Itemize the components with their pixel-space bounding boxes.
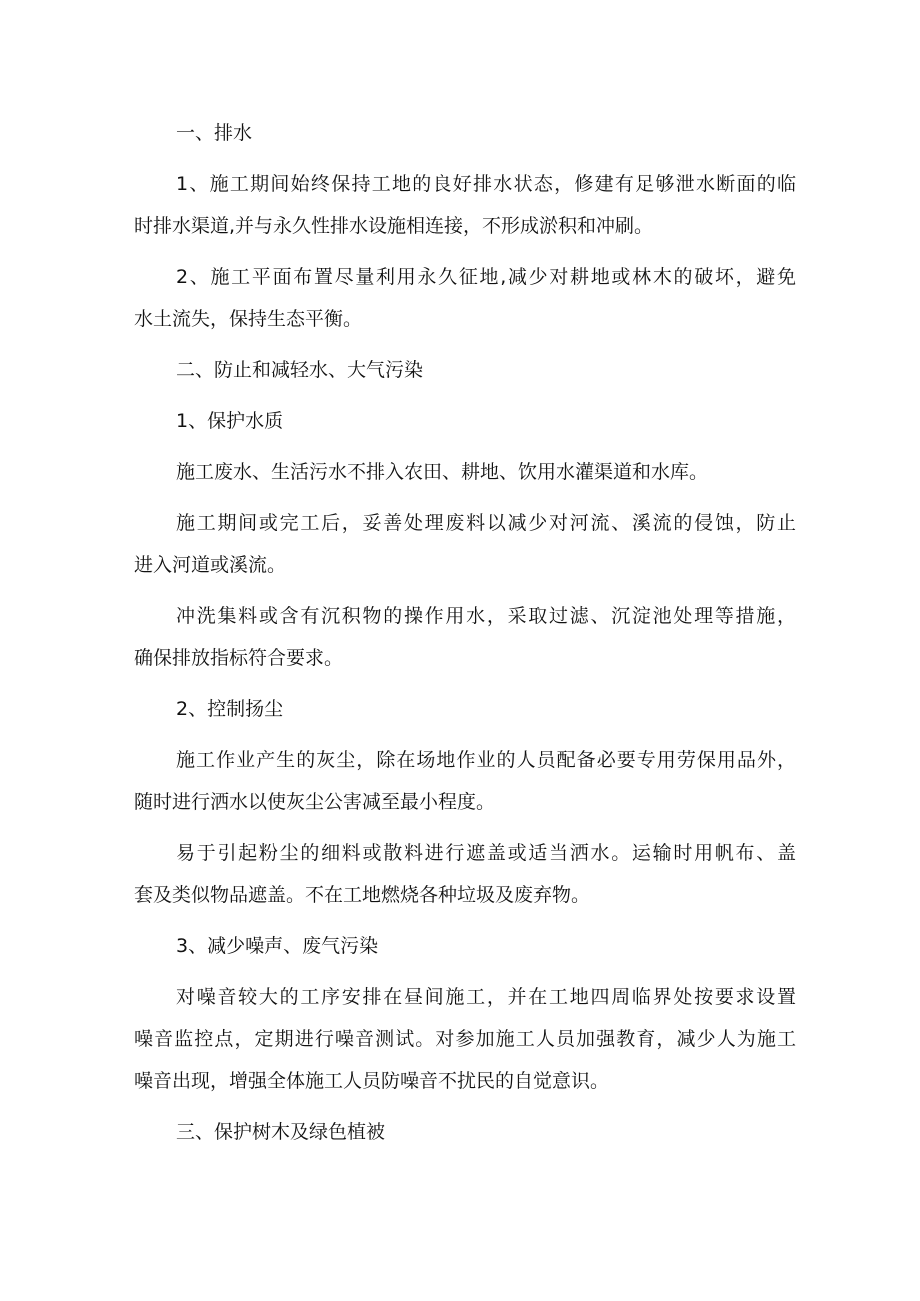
paragraph-line: 噪音出现，增强全体施工人员防噪音不扰民的自觉意识。: [134, 1070, 610, 1092]
paragraph-line: 随时进行洒水以使灰尘公害减至最小程度。: [134, 791, 496, 813]
subheading-dust-control: 2、控制扬尘: [176, 698, 284, 720]
paragraph-line: 2、施工平面布置尽量利用永久征地,减少对耕地或林木的破坏，避免: [176, 266, 796, 288]
heading-vegetation: 三、保护树木及绿色植被: [176, 1121, 386, 1143]
paragraph-line: 套及类似物品遮盖。不在工地燃烧各种垃圾及废弃物。: [134, 884, 591, 906]
paragraph-line: 进入河道或溪流。: [134, 554, 287, 576]
paragraph-line: 施工废水、生活污水不排入农田、耕地、饮用水灌渠道和水库。: [176, 461, 709, 483]
paragraph-line: 施工期间或完工后，妥善处理废料以减少对河流、溪流的侵蚀，防止: [176, 512, 796, 534]
paragraph-line: 噪音监控点，定期进行噪音测试。对参加施工人员加强教育，减少人为施工: [134, 1028, 796, 1050]
paragraph-line: 时排水渠道,并与永久性排水设施相连接，不形成淤积和冲刷。: [134, 215, 654, 237]
paragraph-line: 施工作业产生的灰尘，除在场地作业的人员配备必要专用劳保用品外，: [176, 749, 796, 771]
paragraph-line: 1、施工期间始终保持工地的良好排水状态，修建有足够泄水断面的临: [176, 173, 796, 195]
paragraph-line: 冲洗集料或含有沉积物的操作用水，采取过滤、沉淀池处理等措施，: [176, 605, 796, 627]
paragraph-line: 水土流失，保持生态平衡。: [134, 308, 363, 330]
paragraph-line: 易于引起粉尘的细料或散料进行遮盖或适当洒水。运输时用帆布、盖: [176, 842, 796, 864]
heading-drainage: 一、排水: [176, 122, 253, 144]
paragraph-line: 确保排放指标符合要求。: [134, 647, 344, 669]
subheading-water-quality: 1、保护水质: [176, 410, 284, 432]
heading-pollution: 二、防止和减轻水、大气污染: [176, 359, 424, 381]
document-body: [134, 112, 796, 1153]
paragraph-line: 对噪音较大的工序安排在昼间施工，并在工地四周临界处按要求设置: [176, 986, 796, 1008]
subheading-noise-reduction: 3、减少噪声、废气污染: [176, 935, 379, 957]
